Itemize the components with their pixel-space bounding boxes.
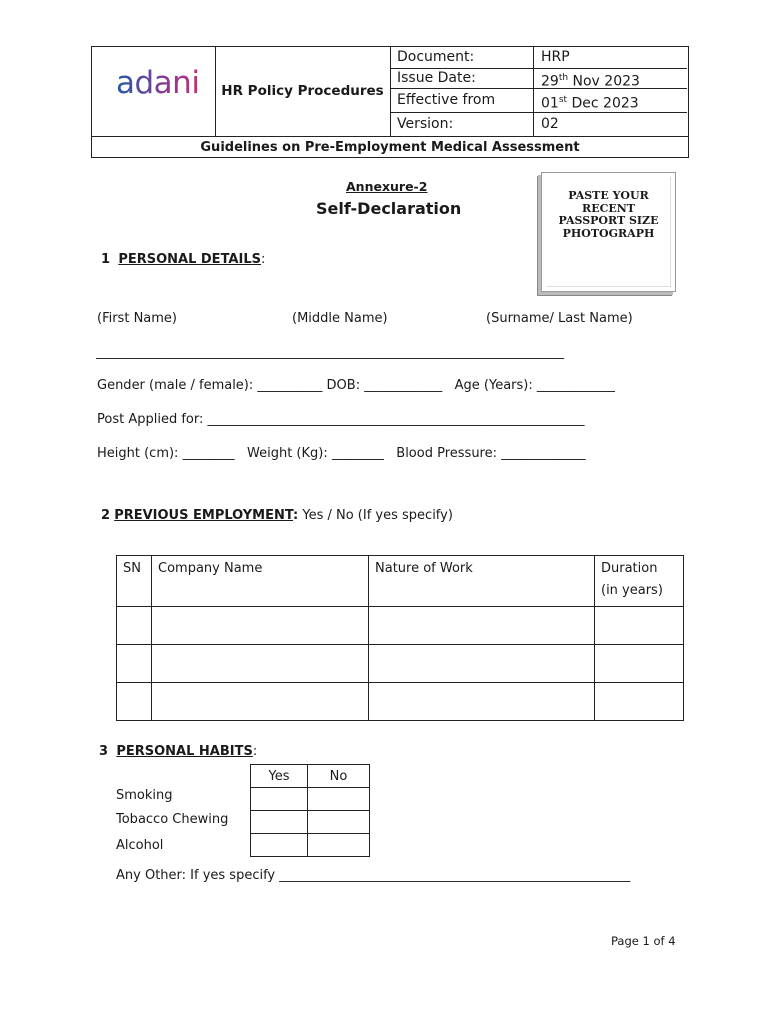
cell-sn[interactable] bbox=[117, 607, 152, 645]
logo-cell bbox=[92, 47, 216, 136]
bp-label: Blood Pressure: bbox=[396, 446, 497, 461]
meta-row-issue-date bbox=[390, 68, 687, 89]
col-nature-of-work: Nature of Work bbox=[369, 556, 595, 607]
post-blank[interactable]: __________________________________________________________ bbox=[207, 412, 585, 427]
name-fill-line[interactable]: ________________________________________________________________________ bbox=[96, 345, 564, 360]
table-row bbox=[117, 645, 684, 683]
weight-label: Weight (Kg): bbox=[247, 446, 328, 461]
first-name-label: (First Name) bbox=[97, 311, 177, 326]
alcohol-no-cell[interactable] bbox=[308, 834, 370, 857]
age-blank[interactable]: ____________ bbox=[536, 378, 615, 393]
cell-duration[interactable] bbox=[595, 607, 684, 645]
header-title: HR Policy Procedures bbox=[221, 83, 384, 99]
gender-label: Gender (male / female): bbox=[97, 378, 254, 393]
meta-row-effective-from bbox=[390, 88, 687, 113]
table-row bbox=[251, 788, 370, 811]
meta-label: Effective from bbox=[390, 88, 534, 112]
cell-company[interactable] bbox=[152, 607, 369, 645]
gender-row bbox=[97, 378, 615, 393]
section-1-heading: 1 PERSONAL DETAILS: bbox=[101, 252, 266, 267]
habit-tobacco-label: Tobacco Chewing bbox=[116, 812, 229, 827]
photo-instructions: PASTE YOUR RECENT PASSPORT SIZE PHOTOGRAPH bbox=[558, 189, 659, 240]
cell-company[interactable] bbox=[152, 683, 369, 721]
smoking-no-cell[interactable] bbox=[308, 788, 370, 811]
meta-label: Document: bbox=[390, 47, 534, 68]
bp-blank[interactable]: _____________ bbox=[501, 446, 586, 461]
document-header bbox=[91, 46, 689, 158]
col-yes: Yes bbox=[251, 765, 308, 788]
cell-duration[interactable] bbox=[595, 645, 684, 683]
surname-label: (Surname/ Last Name) bbox=[486, 311, 633, 326]
personal-habits-table bbox=[250, 764, 370, 857]
table-row bbox=[117, 683, 684, 721]
cell-company[interactable] bbox=[152, 645, 369, 683]
meta-value: 29th Nov 2023 bbox=[541, 73, 640, 90]
table-header-row bbox=[117, 556, 684, 607]
any-other-row bbox=[116, 868, 676, 883]
col-no: No bbox=[308, 765, 370, 788]
table-row bbox=[251, 811, 370, 834]
weight-blank[interactable]: ________ bbox=[331, 446, 384, 461]
height-blank[interactable]: ________ bbox=[182, 446, 235, 461]
tobacco-no-cell[interactable] bbox=[308, 811, 370, 834]
dob-label: DOB: bbox=[326, 378, 361, 393]
cell-sn[interactable] bbox=[117, 683, 152, 721]
meta-value: HRP bbox=[541, 49, 570, 65]
meta-value: 02 bbox=[541, 116, 559, 132]
previous-employment-table bbox=[116, 555, 684, 721]
meta-label: Version: bbox=[390, 112, 534, 136]
height-label: Height (cm): bbox=[97, 446, 179, 461]
page-number: Page 1 of 4 bbox=[611, 934, 676, 948]
col-company-name: Company Name bbox=[152, 556, 369, 607]
tobacco-yes-cell[interactable] bbox=[251, 811, 308, 834]
col-duration: Duration (in years) bbox=[595, 556, 684, 607]
passport-photo-box bbox=[541, 172, 676, 292]
guideline-title: Guidelines on Pre-Employment Medical Assessment bbox=[92, 136, 688, 159]
alcohol-yes-cell[interactable] bbox=[251, 834, 308, 857]
form-title: Self-Declaration bbox=[316, 199, 462, 218]
post-label: Post Applied for: bbox=[97, 412, 204, 427]
table-row bbox=[117, 607, 684, 645]
annexure-label: Annexure-2 bbox=[346, 179, 428, 194]
cell-sn[interactable] bbox=[117, 645, 152, 683]
meta-row-document bbox=[390, 47, 687, 69]
smoking-yes-cell[interactable] bbox=[251, 788, 308, 811]
post-row bbox=[97, 412, 657, 427]
any-other-blank[interactable]: ______________________________________________________ bbox=[279, 868, 631, 883]
cell-nature[interactable] bbox=[369, 607, 595, 645]
meta-label: Issue Date: bbox=[390, 68, 534, 88]
table-row bbox=[251, 834, 370, 857]
section-2-heading: 2 PREVIOUS EMPLOYMENT: Yes / No (If yes specify) bbox=[101, 508, 453, 523]
cell-nature[interactable] bbox=[369, 683, 595, 721]
col-sn: SN bbox=[117, 556, 152, 607]
meta-row-version bbox=[390, 112, 687, 136]
cell-duration[interactable] bbox=[595, 683, 684, 721]
habits-header-row bbox=[251, 765, 370, 788]
cell-nature[interactable] bbox=[369, 645, 595, 683]
habit-smoking-label: Smoking bbox=[116, 788, 173, 803]
middle-name-label: (Middle Name) bbox=[292, 311, 388, 326]
adani-logo: adani bbox=[116, 65, 200, 101]
meta-value: 01st Dec 2023 bbox=[541, 95, 639, 112]
vitals-row bbox=[97, 446, 586, 461]
section-3-heading: 3 PERSONAL HABITS: bbox=[99, 744, 258, 759]
gender-blank[interactable]: __________ bbox=[257, 378, 323, 393]
title-cell bbox=[215, 47, 391, 136]
dob-blank[interactable]: ____________ bbox=[364, 378, 443, 393]
any-other-label: Any Other: If yes specify bbox=[116, 868, 276, 883]
age-label: Age (Years): bbox=[454, 378, 533, 393]
habit-alcohol-label: Alcohol bbox=[116, 838, 164, 853]
